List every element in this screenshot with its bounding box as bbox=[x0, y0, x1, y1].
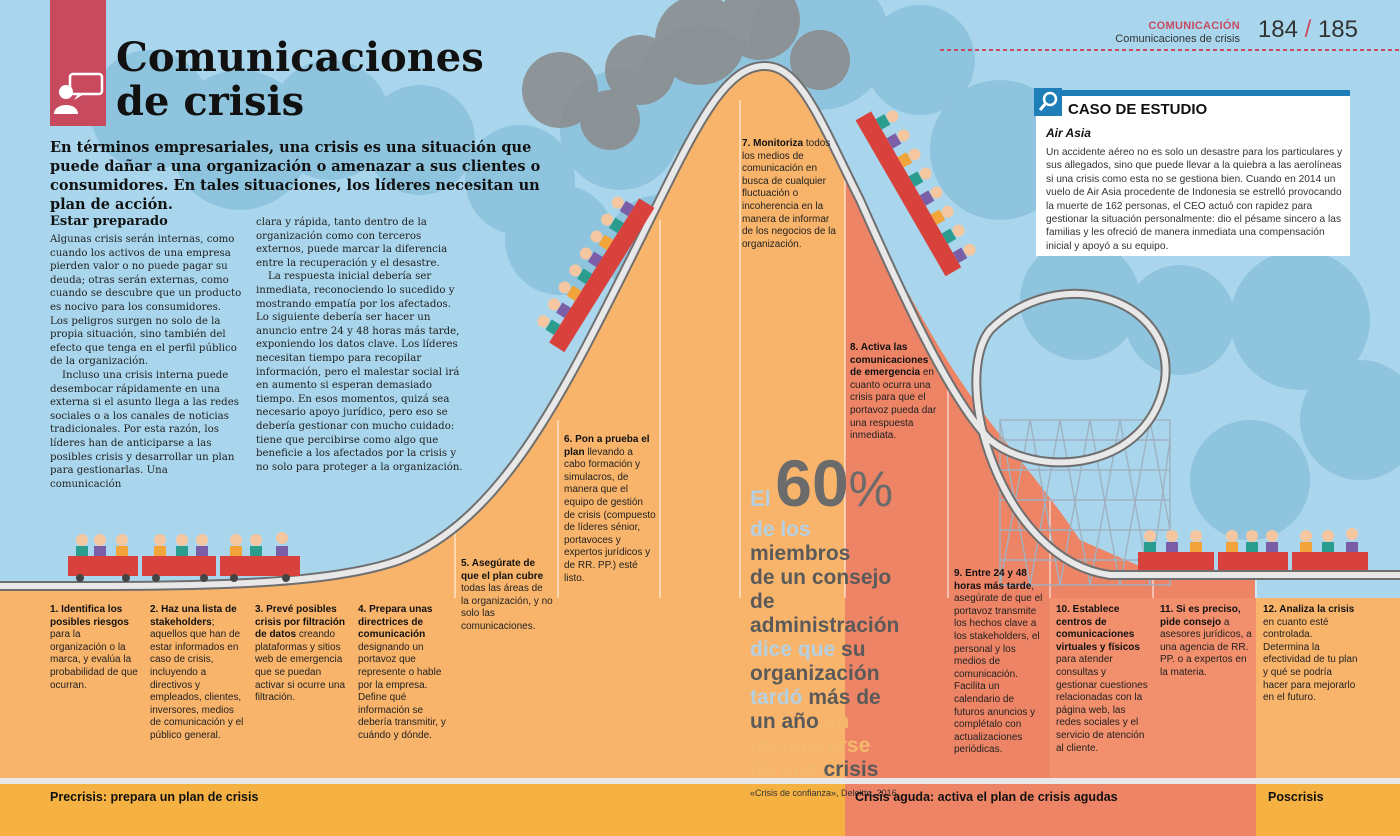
magnifier-icon bbox=[1034, 88, 1062, 116]
col1-paragraph-1: Algunas crisis serán internas, como cuando los activos de una empresa pierden valor o no puede pagar su deuda; otras serán externas, como cuando se descubre que un producto es nocivo para los consumidores. Los peligros surgen no solo de la propia situación, sino también del efecto que tenga en el perfil público de la organización. bbox=[50, 234, 242, 368]
page-separator: / bbox=[1304, 16, 1312, 43]
coaster-carts-left bbox=[68, 532, 300, 582]
step-6-title: 6. Pon a prueba el plan bbox=[564, 434, 650, 458]
stat-number: 60 bbox=[775, 446, 849, 520]
step-3 bbox=[255, 604, 347, 705]
header-category: COMUNICACIÓN bbox=[1148, 20, 1240, 32]
coaster-carts-right bbox=[1138, 528, 1368, 570]
step-5-title: 5. Asegúrate de que el plan cubre bbox=[461, 558, 544, 582]
step-5-text: todas las áreas de la organización, y no solo las comunicaciones. bbox=[461, 583, 553, 632]
stat-line-3: de un consejo de bbox=[750, 566, 892, 613]
section-heading: Estar preparado bbox=[50, 214, 168, 229]
step-10 bbox=[1056, 604, 1148, 755]
step-4-text: designando un portavoz que represente o hable por la empresa. Define qué información se debería transmitir, y cuándo y dónde. bbox=[358, 641, 446, 741]
step-3-title: 3. Prevé posibles crisis por filtración de datos bbox=[255, 604, 346, 641]
step-8-title: 8. Activa las comunicaciones de emergencia bbox=[850, 342, 929, 379]
page-title bbox=[116, 36, 484, 124]
col2-paragraph-2: La respuesta inicial debería ser inmediata, reconociendo lo sucedido y mostrando empatía por los afectados. Lo siguiente debería ser hacer un anuncio entre 24 y 48 horas más tarde, exponiendo los datos clave. Los líderes necesitan tiempo para recopilar información, pero el malestar social irá en aumento si esperan demasiado tiempo. En esos momentos, quizá sea necesario apoyo jurídico, pero eso se debería gestionar con mucho cuidado: tiene que percibirse como algo que beneficie a los afectados por la crisis y no solo para proteger a la organización. bbox=[256, 271, 463, 473]
statistic-callout bbox=[750, 446, 910, 799]
stat-l8b: en bbox=[824, 710, 850, 733]
phase-postcrisis: Poscrisis bbox=[1268, 790, 1324, 804]
step-4-title: 4. Prepara unas directrices de comunicación bbox=[358, 604, 433, 641]
step-2-title: 2. Haz una lista de stakeholders bbox=[150, 604, 237, 628]
stat-line-9: recuperarse bbox=[750, 734, 871, 757]
stat-l5b: su bbox=[841, 638, 866, 661]
page-left: 184 bbox=[1257, 16, 1298, 43]
step-11-title: 11. Si es preciso, pide consejo bbox=[1160, 604, 1241, 628]
step-12-text: en cuanto esté controlada. Determina la efectividad de tu plan y qué se podría hacer para mejorarlo en el futuro. bbox=[1263, 616, 1358, 704]
stat-headline bbox=[750, 446, 910, 520]
stat-line-6: organización bbox=[750, 662, 880, 685]
stat-line-8 bbox=[750, 710, 910, 734]
body-column-1 bbox=[50, 233, 242, 491]
stat-percent: % bbox=[848, 461, 894, 517]
stat-l8a: un año bbox=[750, 710, 819, 733]
step-10-title: 10. Establece centros de comunicaciones virtuales y físicos bbox=[1056, 604, 1140, 653]
page-right: 185 bbox=[1317, 16, 1358, 43]
stat-l10b: crisis bbox=[823, 758, 879, 781]
step-9-text: , asegúrate de que el portavoz transmite los hechos clave a los stakeholders, el personal y los medios de comunicación. Facilita un calendario de futuros anuncios y complétalo con actualizaciones periódicas. bbox=[954, 580, 1043, 756]
stat-line-10 bbox=[750, 758, 910, 782]
title-line-1: Comunicaciones bbox=[116, 34, 484, 81]
stat-word-el: El bbox=[750, 486, 771, 511]
step-9-title: 9. Entre 24 y 48 horas más tarde bbox=[954, 568, 1032, 592]
header-subtitle: Comunicaciones de crisis bbox=[1115, 33, 1240, 45]
step-7-text: todos los medios de comunicación en busca de cualquier fluctuación o incoherencia en la manera de informar de los negocios de la organización. bbox=[742, 138, 836, 250]
col1-paragraph-2: Incluso una crisis interna puede desembocar rápidamente en una externa si el asunto llega a las redes sociales o a los canales de noticias tradicionales. Por esta razón, los líderes han de anticiparse a las posibles crisis y desarrollar un plan para gestionarlas. Una comunicación bbox=[50, 369, 239, 490]
step-7 bbox=[742, 138, 838, 251]
phase-precrisis: Precrisis: prepara un plan de crisis bbox=[50, 790, 259, 804]
stat-l2a: de los bbox=[750, 518, 811, 541]
body-column-2 bbox=[256, 216, 466, 474]
stat-l7b: más de bbox=[808, 686, 881, 709]
step-11 bbox=[1160, 604, 1252, 680]
step-2-text: ; aquellos que han de estar informados en caso de crisis, incluyendo a directivos y empleados, clientes, inversores, medios de comunicación y el público general. bbox=[150, 616, 244, 741]
stat-line-4: administración bbox=[750, 614, 900, 637]
stat-source: «Crisis de confianza», Deloitte, 2016 bbox=[750, 788, 897, 798]
stat-l5a: dice que bbox=[750, 638, 836, 661]
stat-l10a: de una bbox=[750, 758, 818, 781]
step-7-title: 7. Monitoriza bbox=[742, 138, 804, 149]
step-12-title: 12. Analiza la crisis bbox=[1263, 604, 1355, 615]
step-4 bbox=[358, 604, 450, 743]
step-3-text: creando plataformas y sitios web de emergencia que se puedan activar si ocurre una filtración. bbox=[255, 629, 346, 704]
step-6 bbox=[564, 434, 656, 585]
phase-acute: Crisis aguda: activa el plan de crisis agudas bbox=[855, 790, 1118, 804]
speech-person-icon bbox=[50, 62, 106, 126]
stat-line-2 bbox=[750, 518, 910, 566]
case-study-subtitle: Air Asia bbox=[1046, 126, 1091, 140]
case-study-title: CASO DE ESTUDIO bbox=[1068, 101, 1208, 118]
step-2 bbox=[150, 604, 244, 743]
stat-l2b: miembros bbox=[750, 542, 851, 565]
step-6-text: llevando a cabo formación y simulacros, de manera que el equipo de gestión de crisis (compuesto de líderes sénior, portavoces y expertos jurídicos y de RR. PP.) esté listo. bbox=[564, 446, 656, 584]
stat-l7a: tardó bbox=[750, 686, 803, 709]
step-1-title: 1. Identifica los posibles riesgos bbox=[50, 604, 129, 628]
step-9 bbox=[954, 568, 1046, 757]
case-study-body: Un accidente aéreo no es solo un desastre para los particulares y sus allegados, sino que puede llevar a la quiebra a las aerolíneas si una crisis como esta no se gestiona bien. Cuando en 2014 un vuelo de Air Asia procedente de Indonesia se estrelló provocando la muerte de 162 personas, el CEO actuó con rapidez para gestionar la situación personalmente: dio el pésame sincero a las familias y les ofreció de manera inmediata una compensación inicial y apoyó a su equipo. bbox=[1046, 147, 1343, 252]
title-line-2: de crisis bbox=[116, 78, 305, 125]
page-numbers bbox=[1258, 16, 1358, 44]
step-10-text: para atender consultas y gestionar cuestiones relacionadas con la página web, las redes sociales y el servicio de atención al cliente. bbox=[1056, 654, 1148, 754]
stat-line-5 bbox=[750, 638, 910, 662]
col2-paragraph-1: clara y rápida, tanto dentro de la organización como con terceros externos, puede marcar la diferencia entre la recuperación y el desastre. bbox=[256, 217, 448, 269]
stat-line-7 bbox=[750, 686, 910, 710]
step-11-text: a asesores jurídicos, a una agencia de RR. PP. o a expertos en la materia. bbox=[1160, 616, 1252, 678]
step-12 bbox=[1263, 604, 1359, 705]
intro-text: En términos empresariales, una crisis es una situación que puede dañar a una organización o amenazar a sus clientes o consumidores. En tales situaciones, los líderes necesitan un plan de acción. bbox=[50, 139, 541, 213]
step-1 bbox=[50, 604, 140, 692]
step-5 bbox=[461, 558, 553, 634]
step-8-text: en cuanto ocurra una crisis para que el portavoz pueda dar una respuesta inmediata. bbox=[850, 367, 937, 442]
step-1-text: para la organización o la marca, y evalúa la probabilidad de que ocurran. bbox=[50, 629, 138, 691]
phase-divider bbox=[0, 778, 1400, 784]
step-8 bbox=[850, 342, 940, 443]
